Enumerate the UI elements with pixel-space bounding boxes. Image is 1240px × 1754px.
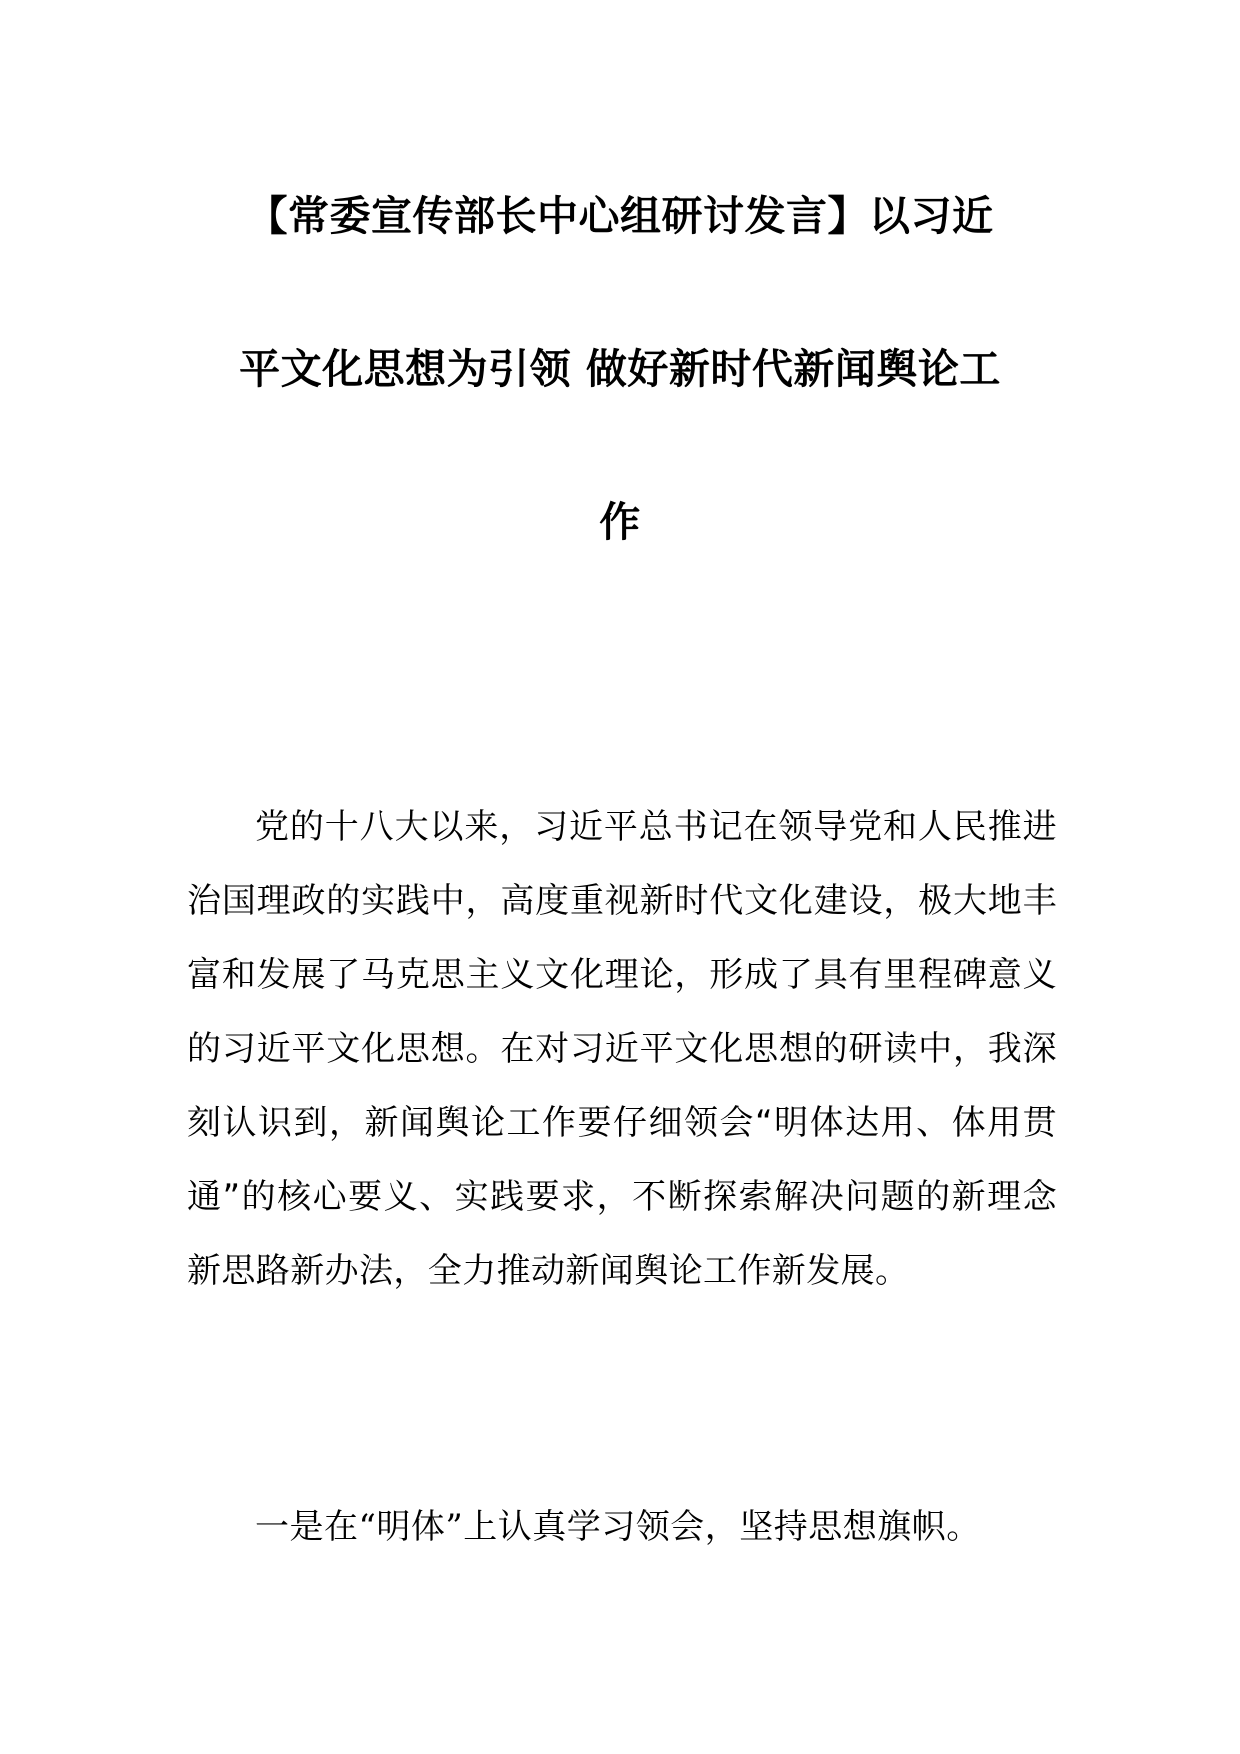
title-line-1: 【常委宣传部长中心组研讨发言】以习近 [246, 192, 994, 240]
title-line-2: 平文化思想为引领 做好新时代新闻舆论工 [239, 345, 1001, 393]
intro-paragraph: 党的十八大以来，习近平总书记在领导党和人民推进治国理政的实践中，高度重视新时代文化建设，极大地丰富和发展了马克思主义文化理论，形成了具有里程碑意义的习近平文化思想。在对习近平文化思想的研读中，我深刻认识到，新闻舆论工作要仔细领会“明体达用、体用贯通”的核心要义、实践要求，不断探索解决问题的新理念新思路新办法，全力推动新闻舆论工作新发展。 [187, 807, 1057, 1291]
document-title [150, 180, 1090, 639]
title-line-3: 作 [599, 498, 641, 546]
point-one-heading: 一是在“明体”上认真学习领会，坚持思想旗帜。 [255, 1507, 981, 1547]
